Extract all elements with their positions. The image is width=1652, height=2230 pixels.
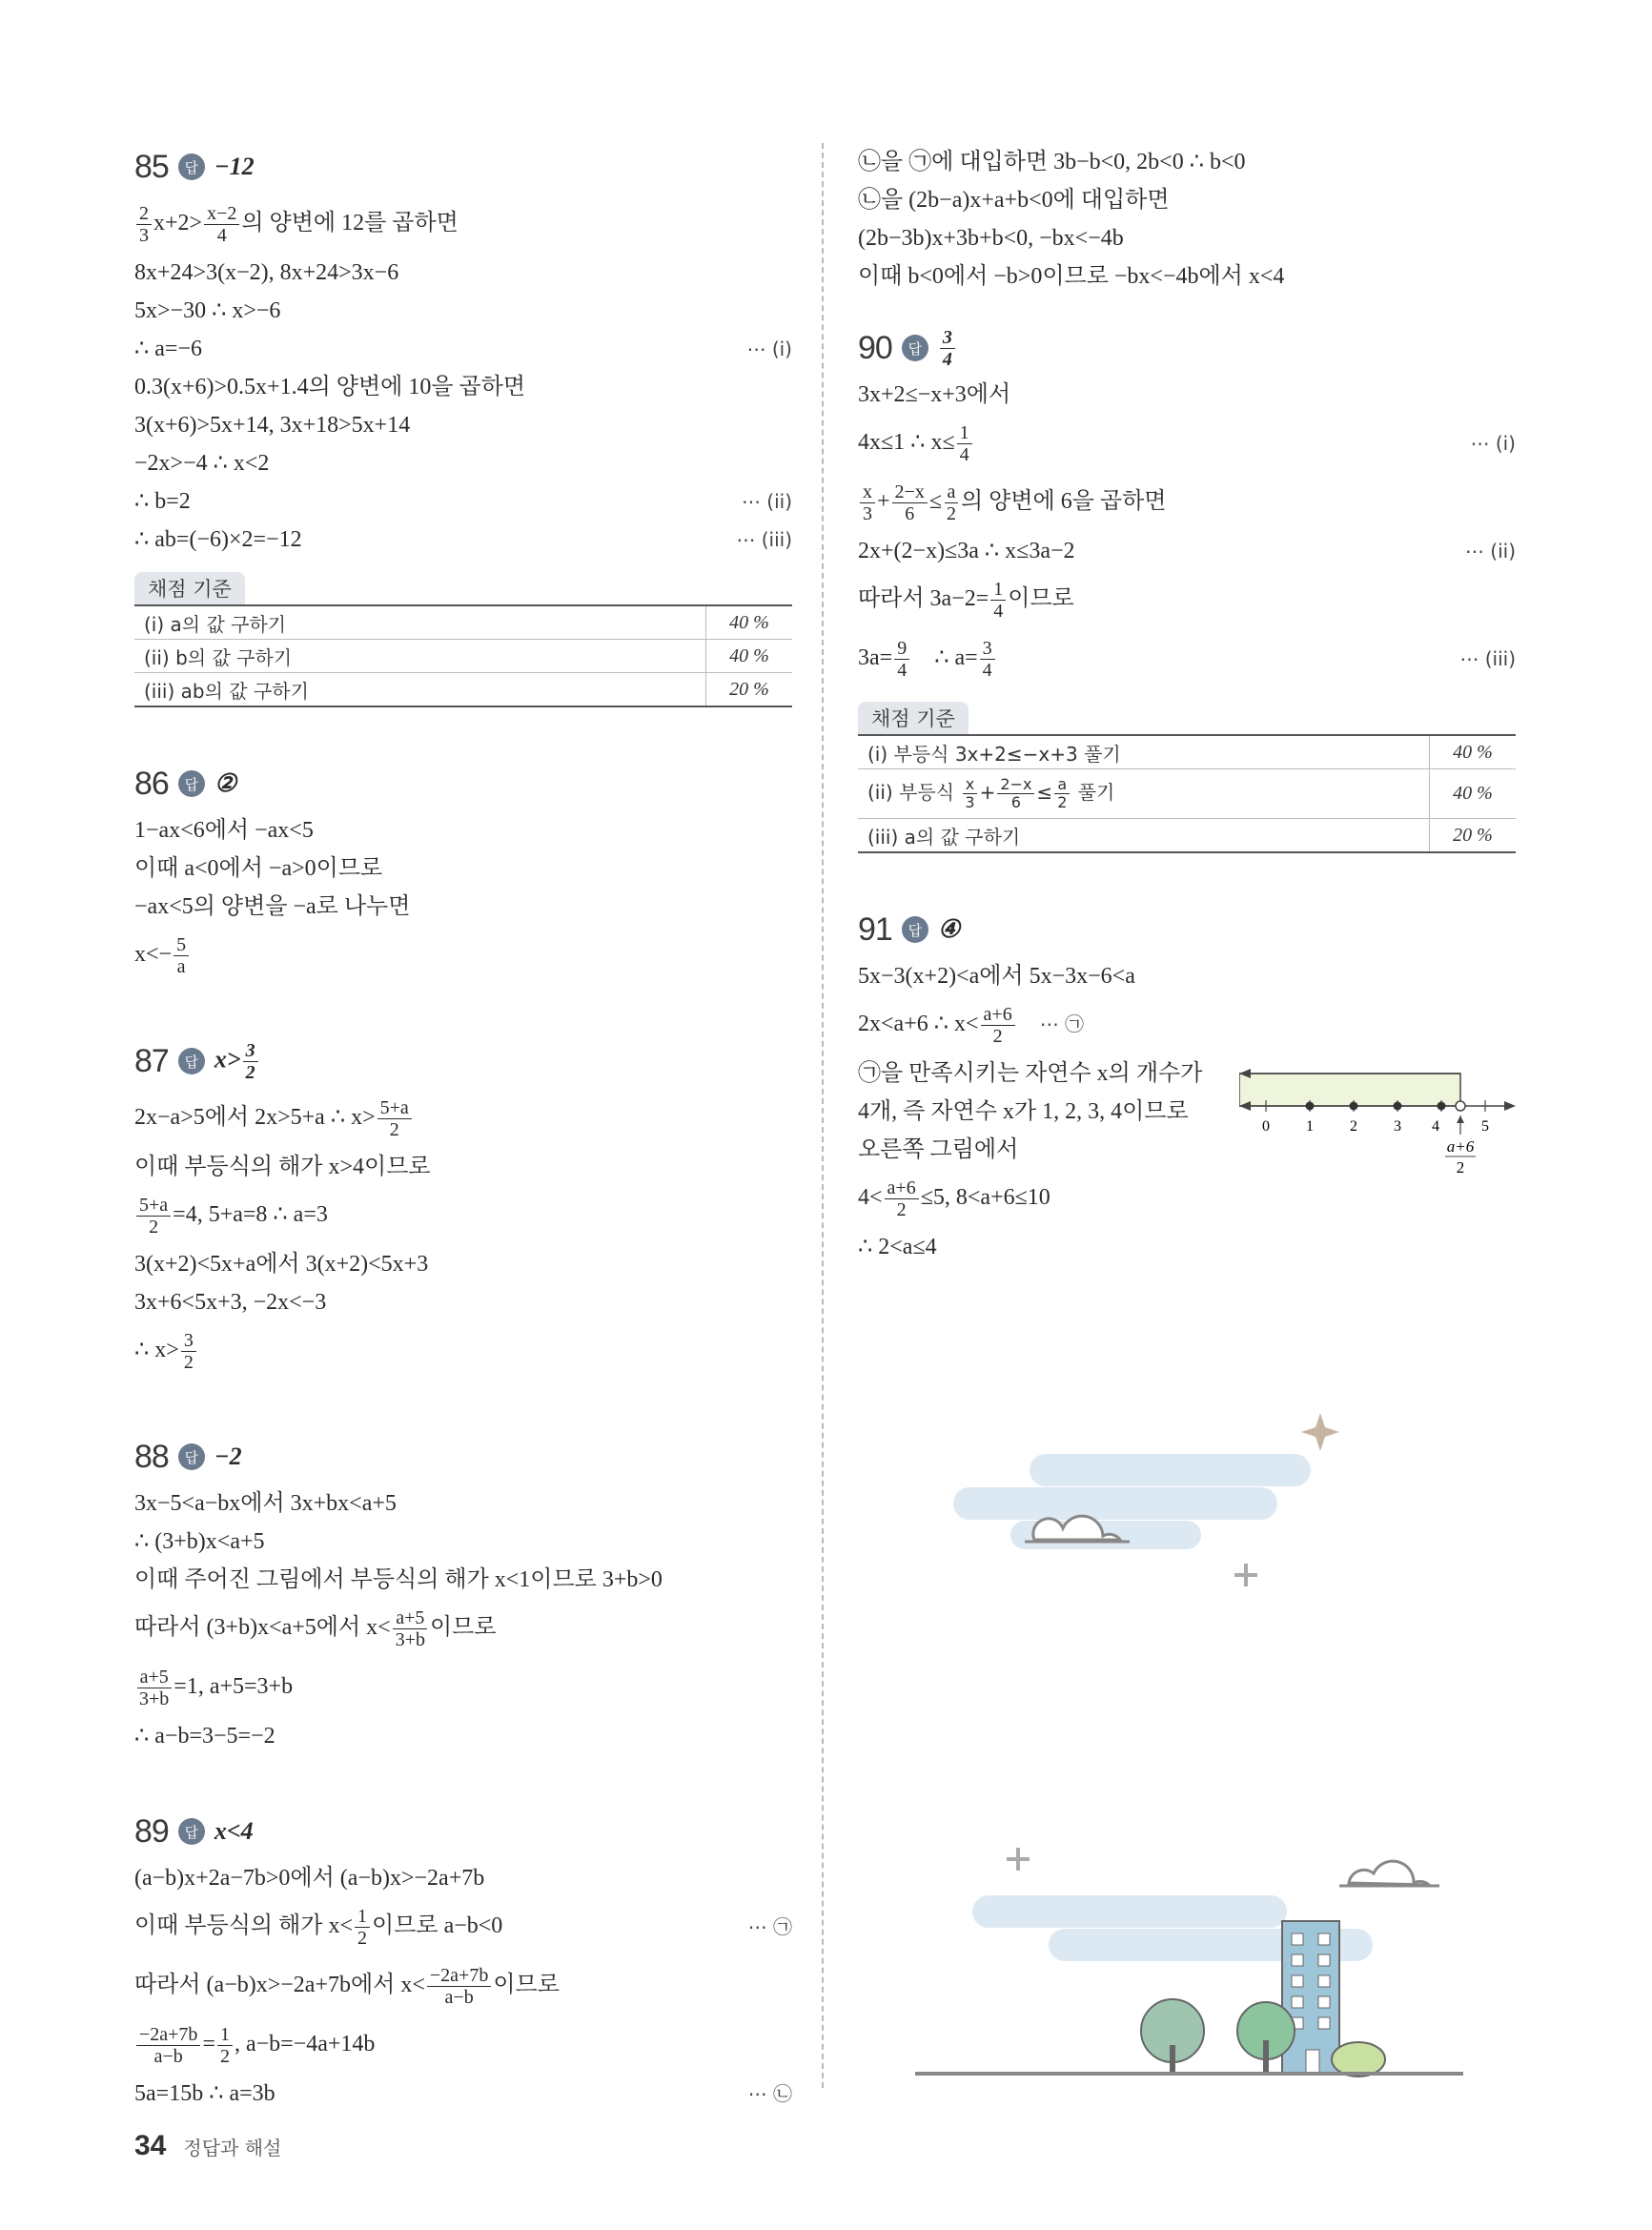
step-marker: ⋯ (iii): [1459, 647, 1516, 670]
solution-line: 2x<a+6 ∴ x< $\frac{a+6}{2}$ ⋯ ㉠: [858, 1003, 1085, 1047]
scoring-criteria: [134, 572, 792, 707]
solution-line: (2b−3b)x+3b+b<0, −bx<−4b: [858, 226, 1124, 251]
number-line-svg: [1239, 1066, 1516, 1199]
solution-line: −2x>−4 ∴ x<2: [134, 451, 270, 476]
solution-line: 1−ax<6에서 −ax<5: [134, 818, 314, 843]
plus-icon: [1007, 1848, 1030, 1871]
table-row: (iii) ab의 값 구하기 20 %: [134, 673, 792, 707]
nl-frac-num: a+6: [1446, 1137, 1475, 1156]
answer-tag-icon: 답: [902, 335, 928, 361]
fraction: $\frac{5}{a}$: [173, 934, 189, 977]
left-column: [134, 143, 792, 2165]
solution-line: 3(x+6)>5x+14, 3x+18>5x+14: [134, 413, 411, 438]
solution-line: (a−b)x+2a−7b>0에서 (a−b)x>−2a+7b: [134, 1866, 485, 1891]
solution-line: 3a= $\frac{9}{4}$ ∴ a= $\frac{3}{4}$ ⋯ (iii): [858, 637, 1516, 681]
scoring-criteria-label: 채점 기준: [134, 572, 245, 604]
step-marker: ⋯ (ii): [741, 490, 792, 513]
solution-point: [1306, 1102, 1315, 1111]
solution-line: 이때 a<0에서 −a>0이므로: [134, 856, 383, 881]
fraction: $\frac{1}{4}$: [957, 422, 972, 465]
fraction: $\frac{a+6}{2}$: [981, 1004, 1015, 1047]
solution-line: 8x+24>3(x−2), 8x+24>3x−6: [134, 260, 399, 285]
solution-line: 0.3(x+6)>0.5x+1.4의 양변에 10을 곱하면: [134, 375, 526, 399]
fraction: $\frac{x-2}{4}$: [204, 203, 239, 246]
solution-line: 5a=15b ∴ a=3b ⋯ ㉡: [134, 2075, 792, 2113]
solution-line: 이때 부등식의 해가 x>4이므로: [134, 1155, 431, 1179]
problem-number: 87: [134, 1042, 169, 1079]
problem-number: 91: [858, 910, 892, 948]
solution-line: ∴ (3+b)x<a+5: [134, 1529, 265, 1554]
nl-frac-den: 2: [1456, 1158, 1465, 1176]
fraction: $\frac{a+5}{3+b}$: [136, 1667, 172, 1709]
problem-number: 88: [134, 1438, 169, 1475]
fraction: $\frac{a+5}{3+b}$: [393, 1607, 428, 1650]
problem-89: [134, 1808, 792, 2113]
problem-header: [134, 1037, 792, 1085]
answer-tag-icon: 답: [178, 153, 205, 180]
fraction: $\frac{-2a+7b}{a-b}$: [427, 1965, 491, 2008]
tick-label: 3: [1394, 1118, 1401, 1135]
number-line-figure: [1239, 1066, 1516, 1204]
fraction: $\frac{-2a+7b}{a-b}$: [136, 2024, 200, 2067]
table-row: (iii) a의 값 구하기 20 %: [858, 819, 1516, 853]
problem-86: [134, 760, 792, 985]
solution-line: 2x+(2−x)≤3a ∴ x≤3a−2 ⋯ (ii): [858, 532, 1516, 570]
problem-header: [134, 143, 792, 191]
solution-line: $\frac{x}{3}$ + $\frac{2-x}{6}$ ≤ $\frac{a}{2}$ 의 양변에 6을 곱하면: [858, 473, 1516, 532]
bush-icon: [1332, 2042, 1385, 2077]
step-marker: ⋯ (iii): [736, 528, 792, 551]
solution-line: ㉠을 만족시키는 자연수 x의 개수가: [858, 1061, 1203, 1086]
tick-label: 1: [1306, 1118, 1314, 1135]
solution-point: [1350, 1102, 1358, 1111]
solution-line: 따라서 3a−2= $\frac{1}{4}$ 이므로: [858, 578, 1074, 622]
right-arrow-icon: [1504, 1101, 1516, 1111]
step-marker: ⋯ (ii): [1464, 540, 1516, 563]
page-number: 34: [134, 2130, 167, 2161]
solution-line: $\frac{a+5}{3+b}$ =1, a+5=3+b: [134, 1658, 792, 1717]
solution-line: 4개, 즉 자연수 x가 1, 2, 3, 4이므로: [858, 1099, 1189, 1124]
solution-line: 이때 부등식의 해가 x< $\frac{1}{2}$ 이므로 a−b<0 ⋯ ㉠: [134, 1905, 792, 1949]
scoring-table: [134, 604, 792, 707]
fraction: $\frac{2}{3}$: [136, 203, 152, 246]
table-row: (ii) 부등식 $\frac{x}{3}$ + $\frac{2-x}{6}$ ≤ $\frac{a}{2}$ 풀기 40 %: [858, 769, 1516, 819]
tick-label: 5: [1481, 1118, 1489, 1135]
problem-90: [858, 324, 1516, 853]
answer: ②: [214, 769, 237, 797]
fraction: $\frac{3}{4}$: [980, 638, 995, 681]
problem-85: [134, 143, 792, 707]
problem-header: [858, 324, 1516, 372]
step-marker: ⋯ ㉠: [747, 1915, 792, 1938]
solution-line: 4< $\frac{a+6}{2}$ ≤5, 8<a+6≤10: [858, 1176, 1050, 1220]
fraction: $\frac{9}{4}$: [894, 638, 909, 681]
scoring-table: [858, 734, 1516, 853]
tick-label: 4: [1432, 1118, 1439, 1135]
city-illustration: [906, 1831, 1468, 2083]
step-marker: ⋯ (i): [1470, 432, 1516, 455]
cloud-icon: [1349, 1861, 1429, 1885]
step-marker: ⋯ ㉠: [1039, 1012, 1085, 1035]
solution-line: $\frac{2}{3}$ x+2> $\frac{x-2}{4}$ 의 양변에 12를 곱하면: [134, 194, 792, 254]
answer: ④: [937, 915, 961, 943]
tick-label: 0: [1262, 1118, 1270, 1135]
solution-line: 따라서 (a−b)x>−2a+7b에서 x< $\frac{-2a+7b}{a-b}$ 이므로: [134, 1964, 560, 2008]
page-footer: [134, 2130, 281, 2162]
fraction: $\frac{a}{2}$: [944, 481, 959, 524]
problem-header: [858, 906, 1516, 953]
table-row: (i) 부등식 3x+2≤−x+3 풀기 40 %: [858, 735, 1516, 769]
solution-line: ∴ b=2 ⋯ (ii): [134, 482, 792, 521]
solution-line: 이때 주어진 그림에서 부등식의 해가 x<1이므로 3+b>0: [134, 1567, 663, 1592]
answer-tag-icon: 답: [178, 1048, 205, 1074]
problem-88: [134, 1433, 792, 1755]
solution-line: 5x>−30 ∴ x>−6: [134, 298, 281, 323]
answer-tag-icon: 답: [178, 770, 205, 797]
problem-87: [134, 1037, 792, 1381]
answer: −2: [214, 1442, 242, 1470]
solution-line: 오른쪽 그림에서: [858, 1137, 1019, 1162]
fraction: $\frac{5+a}{2}$: [136, 1195, 171, 1238]
problem-number: 89: [134, 1812, 169, 1850]
solution-line: −ax<5의 양변을 −a로 나누면: [134, 894, 411, 919]
solution-line: ∴ a−b=3−5=−2: [134, 1724, 275, 1749]
up-arrow-icon: [1457, 1115, 1464, 1123]
solution-line: 이때 b<0에서 −b>0이므로 −bx<−4b에서 x<4: [858, 264, 1285, 289]
solution-point: [1394, 1102, 1402, 1111]
solution-line: 3x−5<a−bx에서 3x+bx<a+5: [134, 1491, 397, 1516]
solution-line: ∴ ab=(−6)×2=−12 ⋯ (iii): [134, 521, 792, 559]
solution-line: x<− $\frac{5}{a}$: [134, 926, 792, 985]
solution-line: ∴ x> $\frac{3}{2}$: [134, 1321, 792, 1381]
answer-tag-icon: 답: [902, 916, 928, 943]
answer: x<4: [214, 1817, 254, 1845]
solution-line: 5x−3(x+2)<a에서 5x−3x−6<a: [858, 964, 1135, 989]
problem-number: 85: [134, 148, 169, 185]
solution-line: ∴ 2<a≤4: [858, 1235, 937, 1259]
open-point: [1456, 1101, 1465, 1111]
table-row: (i) a의 값 구하기 40 %: [134, 605, 792, 640]
solution-line: $\frac{-2a+7b}{a-b}$ = $\frac{1}{2}$ , a−b=−4a+14b: [134, 2015, 792, 2075]
cloud-illustration-top: [953, 1401, 1363, 1616]
answer-tag-icon: 답: [178, 1443, 205, 1470]
fraction: $\frac{3}{2}$: [181, 1330, 196, 1373]
tick-label: 2: [1350, 1118, 1357, 1135]
solution-line: ㉡을 ㉠에 대입하면 3b−b<0, 2b<0 ∴ b<0: [858, 150, 1246, 174]
table-row: (ii) b의 값 구하기 40 %: [134, 640, 792, 673]
problem-number: 90: [858, 329, 892, 366]
solution-point: [1438, 1102, 1446, 1111]
answer: −12: [214, 153, 255, 180]
solution-line: 2x−a>5에서 2x>5+a ∴ x> $\frac{5+a}{2}$: [134, 1089, 792, 1148]
solution-line: 3x+2≤−x+3에서: [858, 382, 1011, 407]
problem-header: [134, 1808, 792, 1855]
step-marker: ⋯ ㉡: [747, 2082, 792, 2105]
problem-number: 86: [134, 765, 169, 802]
problem-header: [134, 1433, 792, 1481]
sparkle-icon: [1301, 1413, 1339, 1451]
fraction: $\frac{2-x}{6}$: [892, 481, 928, 524]
solution-line: 3(x+2)<5x+a에서 3(x+2)<5x+3: [134, 1252, 429, 1277]
solution-line: ㉡을 (2b−a)x+a+b<0에 대입하면: [858, 188, 1170, 213]
fraction: $\frac{5+a}{2}$: [377, 1097, 412, 1140]
fraction: $\frac{1}{2}$: [217, 2024, 233, 2067]
solution-line: 3x+6<5x+3, −2x<−3: [134, 1290, 327, 1315]
answer: x> $\frac{3}{2}$: [214, 1040, 260, 1083]
problem-89-continued: [858, 143, 1516, 296]
answer-tag-icon: 답: [178, 1818, 205, 1845]
solution-line: ∴ a=−6 ⋯ (i): [134, 330, 792, 368]
fraction: $\frac{1}{4}$: [990, 579, 1006, 622]
column-divider: [822, 143, 824, 2088]
answer: $\frac{3}{4}$: [938, 327, 957, 370]
fraction: $\frac{x}{3}$: [860, 481, 875, 524]
solution-line: 4x≤1 ∴ x≤ $\frac{1}{4}$ ⋯ (i): [858, 421, 1516, 465]
scoring-criteria-label: 채점 기준: [858, 702, 969, 734]
solution-region: [1239, 1074, 1460, 1106]
fraction: $\frac{1}{2}$: [355, 1906, 370, 1949]
problem-header: [134, 760, 792, 808]
solution-line: $\frac{5+a}{2}$ =4, 5+a=8 ∴ a=3: [134, 1186, 792, 1245]
solution-line: 따라서 (3+b)x<a+5에서 x< $\frac{a+5}{3+b}$ 이므로: [134, 1606, 497, 1650]
scoring-criteria: [858, 702, 1516, 853]
fraction: $\frac{a+6}{2}$: [885, 1177, 919, 1220]
step-marker: ⋯ (i): [746, 338, 792, 360]
footer-label: 정답과 해설: [183, 2136, 282, 2159]
plus-icon: [1234, 1564, 1257, 1586]
